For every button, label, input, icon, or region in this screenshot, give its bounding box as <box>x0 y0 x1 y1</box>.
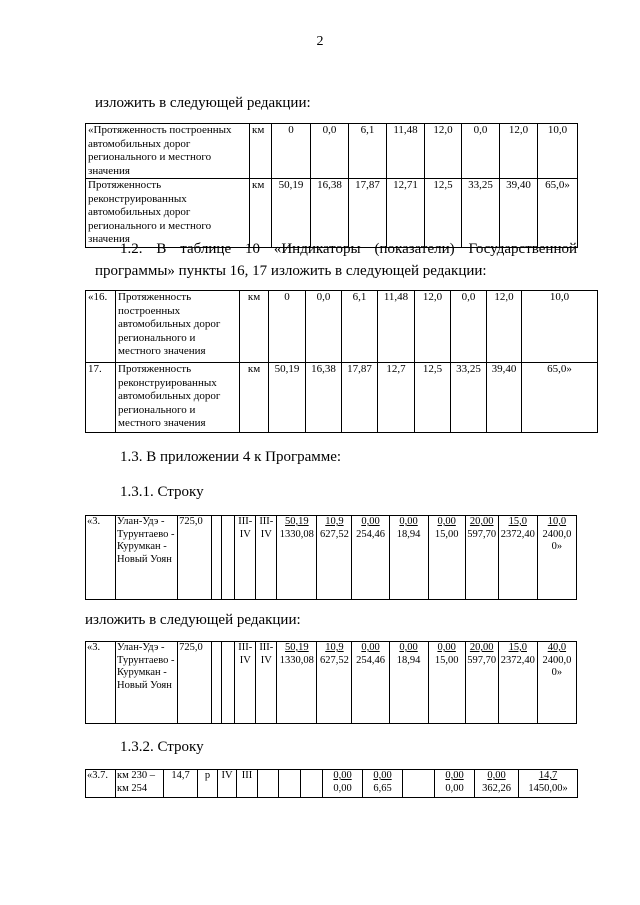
value-cell: 0 <box>269 291 306 363</box>
value-cell <box>537 516 576 600</box>
value-cell: 10,0 <box>538 124 578 179</box>
value-cell <box>435 770 475 798</box>
value-bottom: 627,52 <box>320 654 349 666</box>
type-cell: р <box>198 770 218 798</box>
value-top: 14,7 <box>538 770 558 781</box>
value-cell: 17,87 <box>342 363 378 433</box>
table-2 <box>85 290 598 433</box>
value-top: 0,00 <box>445 770 464 781</box>
value-cell <box>428 642 465 724</box>
value-bottom: 1330,08 <box>279 528 314 540</box>
value-top: 0,00 <box>437 516 456 527</box>
value-cell: 0,0 <box>451 291 487 363</box>
empty-cell <box>212 642 222 724</box>
value-top: 40,0 <box>547 642 567 653</box>
table-1 <box>85 123 578 248</box>
value-bottom: 2400,00» <box>542 528 572 552</box>
value-bottom: 18,94 <box>396 654 421 666</box>
value-cell: 50,19 <box>272 179 311 248</box>
value-cell: 33,25 <box>451 363 487 433</box>
value-top: 0,00 <box>333 770 352 781</box>
value-cell <box>498 516 537 600</box>
value-cell <box>465 642 498 724</box>
intro-text-1: изложить в следующей редакции: <box>95 95 311 111</box>
empty-cell <box>212 516 222 600</box>
value-bottom: 597,70 <box>467 528 497 540</box>
value-top: 20,00 <box>469 516 494 527</box>
value-cell: 39,40 <box>500 179 538 248</box>
row-number: «16. <box>86 291 116 363</box>
table-3 <box>85 515 577 600</box>
value-cell <box>498 642 537 724</box>
indicator-name: Протяженность построенных автомобильных дорог регионального и местного значения <box>116 291 240 363</box>
value-top: 0,00 <box>373 770 392 781</box>
value-cell: 12,5 <box>425 179 462 248</box>
value-bottom: 2372,40 <box>500 654 535 666</box>
value-cell: 17,87 <box>349 179 387 248</box>
category-cell: III-IV <box>235 516 256 600</box>
paragraph-1-3: 1.3. В приложении 4 к Программе: <box>120 449 342 465</box>
value-cell <box>301 770 323 798</box>
table-row <box>86 291 598 363</box>
value-cell: 6,1 <box>342 291 378 363</box>
value-cell: 50,19 <box>269 363 306 433</box>
value-cell: 39,40 <box>487 363 522 433</box>
value-cell: 0,0 <box>306 291 342 363</box>
value-top: 15,0 <box>508 642 527 653</box>
road-name: км 230 – км 254 <box>116 770 164 798</box>
empty-cell <box>258 770 279 798</box>
value-cell <box>352 516 389 600</box>
value-cell: 6,1 <box>349 124 387 179</box>
value-cell: 65,0» <box>522 363 598 433</box>
indicator-name: Протяженность реконструированных автомобильных дорог регионального и местного значения <box>86 179 250 248</box>
value-cell: 12,0 <box>425 124 462 179</box>
value-bottom: 1450,00» <box>528 782 568 794</box>
value-cell <box>279 770 301 798</box>
value-cell <box>475 770 519 798</box>
row-number: «3.7. <box>86 770 116 798</box>
value-bottom: 362,26 <box>482 782 511 794</box>
value-bottom: 2372,40 <box>500 528 535 540</box>
category-cell: III <box>237 770 258 798</box>
value-top: 0,00 <box>399 642 418 653</box>
value-cell: 16,38 <box>306 363 342 433</box>
value-cell: 11,48 <box>387 124 425 179</box>
value-top: 0,00 <box>487 770 506 781</box>
value-cell <box>389 516 428 600</box>
value-bottom: 15,00 <box>434 528 459 540</box>
value-cell: 0 <box>272 124 311 179</box>
category-cell: IV <box>218 770 237 798</box>
value-cell <box>403 770 435 798</box>
value-cell: 12,7 <box>378 363 415 433</box>
length-cell: 14,7 <box>164 770 198 798</box>
value-bottom: 15,00 <box>434 654 459 666</box>
value-bottom: 0,00 <box>445 782 464 794</box>
value-bottom: 2400,00» <box>542 654 572 678</box>
value-cell <box>537 642 576 724</box>
length-cell: 725,0 <box>178 516 212 600</box>
value-top: 50,19 <box>285 642 309 653</box>
value-cell <box>389 642 428 724</box>
value-cell: 12,0 <box>500 124 538 179</box>
row-number: 17. <box>86 363 116 433</box>
value-bottom: 627,52 <box>320 528 349 540</box>
value-cell <box>317 642 352 724</box>
table-row <box>86 363 598 433</box>
value-cell: 16,38 <box>311 179 349 248</box>
empty-cell <box>222 642 235 724</box>
table-4 <box>85 641 577 724</box>
value-bottom: 18,94 <box>396 528 421 540</box>
value-top: 0,00 <box>361 516 380 527</box>
value-top: 10,9 <box>325 642 344 653</box>
indicator-name: Протяженность реконструированных автомобильных дорог регионального и местного значения <box>116 363 240 433</box>
intro-text-2: изложить в следующей редакции: <box>85 612 301 628</box>
length-cell: 725,0 <box>178 642 212 724</box>
value-top: 10,0 <box>547 516 567 527</box>
table-row <box>86 770 578 798</box>
paragraph-1-3-2: 1.3.2. Строку <box>120 739 204 755</box>
value-cell: 0,0 <box>462 124 500 179</box>
category-cell: III-IV <box>235 642 256 724</box>
table-5 <box>85 769 578 798</box>
indicator-name: «Протяженность построенных автомобильных дорог регионального и местного значения <box>86 124 250 179</box>
road-name: Улан-Удэ - Турунтаево - Курумкан - Новый Уоян <box>116 516 178 600</box>
table-row <box>86 179 578 248</box>
table-row <box>86 124 578 179</box>
value-cell <box>428 516 465 600</box>
table-row <box>86 642 577 724</box>
value-bottom: 597,70 <box>467 654 497 666</box>
paragraph-1-3-1: 1.3.1. Строку <box>120 484 204 500</box>
value-cell: 33,25 <box>462 179 500 248</box>
value-top: 10,9 <box>325 516 344 527</box>
unit-cell: км <box>240 363 269 433</box>
page-number: 2 <box>316 34 324 49</box>
road-name: Улан-Удэ - Турунтаево - Курумкан - Новый Уоян <box>116 642 178 724</box>
row-number: «3. <box>86 642 116 724</box>
unit-cell: км <box>250 179 272 248</box>
value-bottom: 0,00 <box>333 782 352 794</box>
value-cell: 12,0 <box>415 291 451 363</box>
empty-cell <box>222 516 235 600</box>
paragraph-1-2: 1.2. В таблице 10 «Индикаторы (показатели) Государственной программы» пункты 16, 17 изложить в следующей редакции: <box>95 241 577 279</box>
value-bottom: 254,46 <box>356 528 385 540</box>
value-bottom: 254,46 <box>356 654 385 666</box>
value-cell: 12,71 <box>387 179 425 248</box>
value-cell: 11,48 <box>378 291 415 363</box>
value-bottom: 6,65 <box>373 782 392 794</box>
value-cell: 0,0 <box>311 124 349 179</box>
value-cell <box>363 770 403 798</box>
value-top: 0,00 <box>437 642 456 653</box>
value-cell: 12,0 <box>487 291 522 363</box>
unit-cell: км <box>250 124 272 179</box>
value-cell: 12,5 <box>415 363 451 433</box>
value-top: 0,00 <box>399 516 418 527</box>
value-top: 50,19 <box>285 516 309 527</box>
value-cell: 10,0 <box>522 291 598 363</box>
value-bottom: 1330,08 <box>279 654 314 666</box>
unit-cell: км <box>240 291 269 363</box>
value-top: 15,0 <box>508 516 527 527</box>
value-cell: 65,0» <box>538 179 578 248</box>
table-row <box>86 516 577 600</box>
value-top: 20,00 <box>469 642 494 653</box>
category-cell: III-IV <box>256 642 277 724</box>
value-cell <box>465 516 498 600</box>
value-cell <box>277 642 317 724</box>
value-cell <box>277 516 317 600</box>
row-number: «3. <box>86 516 116 600</box>
category-cell: III-IV <box>256 516 277 600</box>
value-cell <box>352 642 389 724</box>
value-cell <box>519 770 578 798</box>
value-top: 0,00 <box>361 642 380 653</box>
value-cell <box>317 516 352 600</box>
value-cell <box>323 770 363 798</box>
